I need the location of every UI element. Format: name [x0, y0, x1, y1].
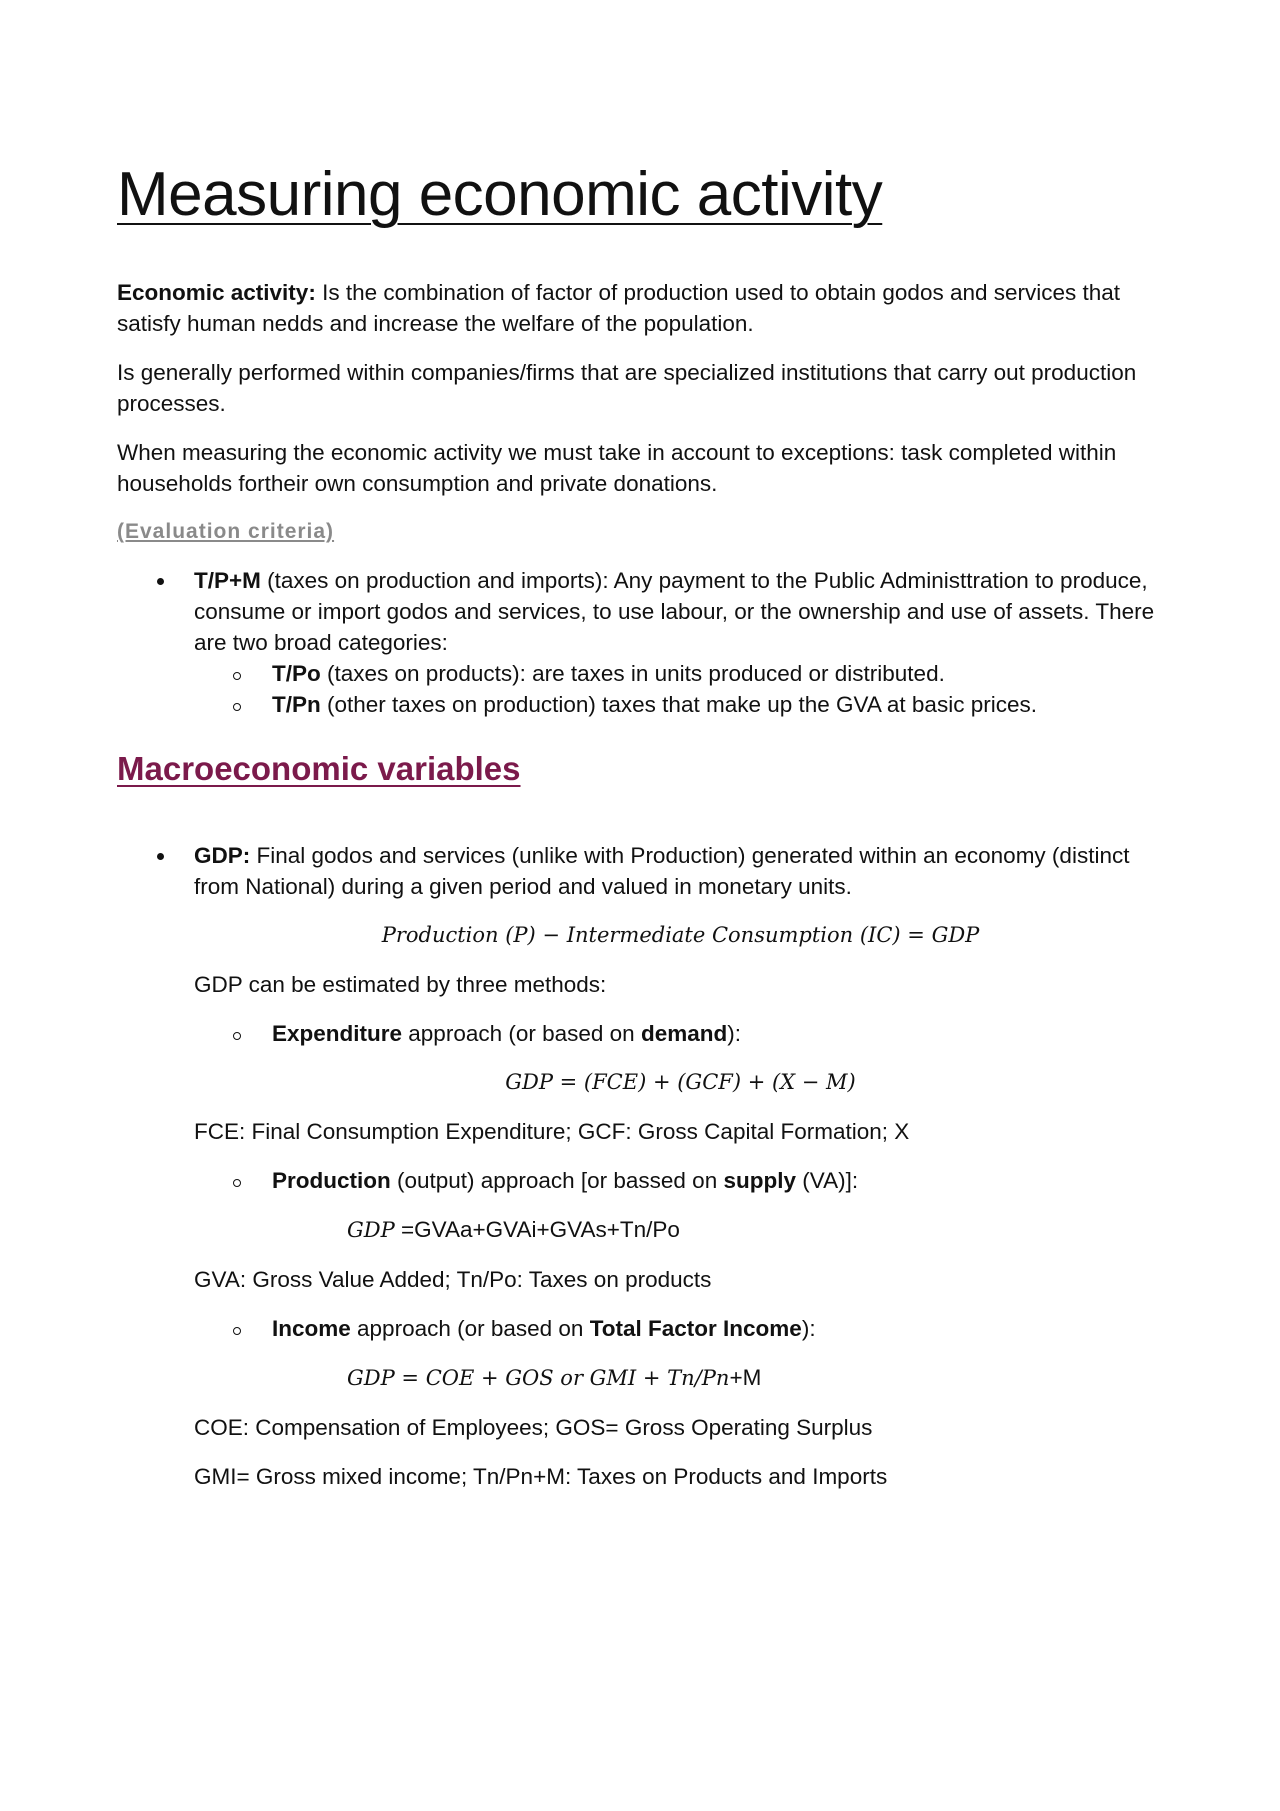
income-note-1: COE: Compensation of Employees; GOS= Gross Operating Surplus [194, 1415, 873, 1440]
section-heading: Macroeconomic variables [117, 750, 521, 787]
bullet-icon [157, 853, 164, 860]
income-end: ): [801, 1316, 816, 1341]
income-formula-text: +M [729, 1365, 762, 1390]
taxes-text: (taxes on production and imports): Any payment to the Public Administtration to produce, consume or import godos and services, to use labour, or the ownership and use of assets. There are two broad categories: [194, 568, 1155, 655]
list-item-tpo [117, 658, 1167, 689]
gdp-list [117, 840, 1167, 902]
gdp-main-formula: Production (P) − Intermediate Consumption (IC) = GDP [381, 923, 980, 947]
tpo-term: T/Po [272, 661, 321, 686]
bullet-icon [157, 578, 164, 585]
demand-term: demand [640, 1021, 728, 1046]
gdp-term: GDP: [194, 843, 251, 868]
expenditure-formula: GDP = (FCE) + (GCF) + (X − M) [505, 1070, 856, 1094]
sub-bullet-icon [233, 672, 241, 680]
list-item-tpn [117, 689, 1167, 720]
sub-bullet-icon [233, 1179, 241, 1187]
list-item-income [117, 1313, 1167, 1344]
method-production [117, 1165, 1167, 1196]
economic-activity-definition [117, 277, 1167, 339]
production-term: Production [272, 1168, 391, 1193]
expenditure-term: Expenditure [272, 1021, 403, 1046]
taxes-term: T/P+M [194, 568, 261, 593]
list-item-gdp [117, 840, 1167, 902]
production-formula [117, 1214, 1167, 1246]
income-formula-math: GDP = COE + GOS or GMI + Tn/Pn [347, 1366, 730, 1390]
evaluation-criteria-heading: (Evaluation criteria) [117, 520, 335, 543]
sub-bullet-icon [233, 1327, 241, 1335]
paragraph-exceptions: When measuring the economic activity we must take in account to exceptions: task completed within households fortheir own consumption and private donations. [117, 440, 1117, 496]
production-formula-text: =GVAa+GVAi+GVAs+Tn/Po [394, 1217, 680, 1242]
page-title: Measuring economic activity [117, 160, 883, 229]
production-end: (VA)]: [795, 1168, 859, 1193]
income-formula [117, 1362, 1167, 1394]
methods-intro: GDP can be estimated by three methods: [194, 972, 607, 997]
supply-term: supply [723, 1168, 796, 1193]
list-item-taxes [117, 565, 1167, 658]
tpn-text: (other taxes on production) taxes that make up the GVA at basic prices. [320, 692, 1037, 717]
sub-bullet-icon [233, 703, 241, 711]
expenditure-end: ): [727, 1021, 741, 1046]
sub-bullet-icon [233, 1032, 241, 1040]
economic-activity-text: Is the combination of factor of production used to obtain godos and services that satisfy human nedds and increase the welfare of the population. [117, 280, 1121, 336]
tpn-term: T/Pn [272, 692, 321, 717]
production-formula-math: GDP [347, 1218, 395, 1242]
paragraph-firms: Is generally performed within companies/firms that are specialized institutions that carry out production processes. [117, 360, 1137, 416]
taxes-list [117, 565, 1167, 720]
list-item-expenditure [117, 1018, 1167, 1049]
expenditure-note: FCE: Final Consumption Expenditure; GCF: Gross Capital Formation; X [194, 1119, 910, 1144]
document-page [117, 155, 1167, 1492]
production-note: GVA: Gross Value Added; Tn/Po: Taxes on products [194, 1267, 712, 1292]
income-note-2: GMI= Gross mixed income; Tn/Pn+M: Taxes on Products and Imports [194, 1464, 888, 1489]
list-item-production [117, 1165, 1167, 1196]
gdp-text: Final godos and services (unlike with Production) generated within an economy (distinct from National) during a given period and valued in monetary units. [194, 843, 1130, 899]
economic-activity-term: Economic activity: [117, 280, 316, 305]
method-expenditure [117, 1018, 1167, 1049]
income-term: Income [272, 1316, 351, 1341]
income-text: approach (or based on [350, 1316, 590, 1341]
expenditure-text: approach (or based on [402, 1021, 641, 1046]
production-text: (output) approach [or bassed on [390, 1168, 724, 1193]
method-income [117, 1313, 1167, 1344]
tpo-text: (taxes on products): are taxes in units produced or distributed. [320, 661, 945, 686]
total-factor-income-term: Total Factor Income [589, 1316, 802, 1341]
